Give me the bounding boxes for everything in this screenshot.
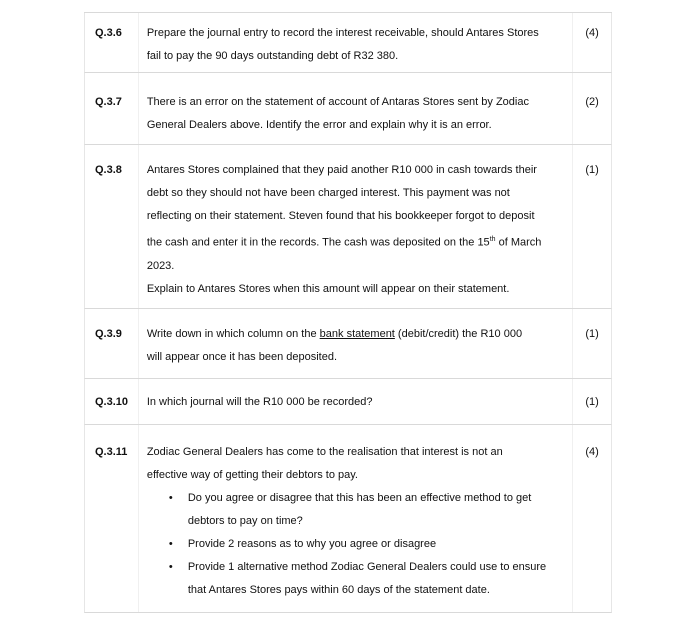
question-number: Q.3.9	[85, 309, 139, 378]
question-text	[139, 145, 573, 308]
bullet-list	[147, 487, 564, 602]
question-row	[84, 309, 612, 379]
question-marks: (1)	[585, 164, 599, 176]
bullet-item	[147, 533, 564, 556]
question-number: Q.3.7	[85, 73, 139, 144]
question-row	[84, 379, 612, 425]
question-line: Zodiac General Dealers has come to the realisation that interest is not an	[146, 446, 503, 458]
question-line: Explain to Antares Stores when this amount will appear on their statement.	[146, 282, 510, 295]
question-marks: (2)	[585, 96, 599, 108]
question-line-text: (debit/credit) the R10 000	[394, 328, 523, 340]
question-text	[139, 73, 573, 144]
question-line-text: of March	[495, 236, 542, 249]
bullet-line: Do you agree or disagree that this has been an effective method to get	[187, 492, 532, 504]
bank-statement-underlined-term: bank statement	[319, 328, 395, 340]
question-text	[139, 309, 573, 378]
superscript: th	[489, 236, 496, 243]
question-number: Q.3.10	[85, 379, 139, 424]
question-row	[84, 145, 612, 309]
question-number: Q.3.8	[85, 145, 139, 308]
question-line: reflecting on their statement. Steven found that his bookkeeper forgot to deposit	[146, 210, 535, 222]
question-line: There is an error on the statement of account of Antaras Stores sent by Zodiac	[146, 96, 529, 108]
question-marks: (1)	[585, 396, 599, 408]
question-line-text: Write down in which column on the	[146, 328, 320, 340]
question-sheet	[84, 12, 612, 613]
question-line: 2023.	[146, 259, 175, 272]
question-line	[147, 228, 564, 255]
question-line: Prepare the journal entry to record the interest receivable, should Antares Stores	[146, 27, 539, 39]
bullet-icon: •	[168, 561, 173, 573]
question-row	[84, 73, 612, 145]
bullet-line: debtors to pay on time?	[187, 515, 303, 527]
question-text	[139, 13, 573, 72]
question-marks: (1)	[585, 328, 599, 340]
bullet-item	[147, 487, 564, 533]
question-line: debt so they should not have been charged interest. This payment was not	[146, 187, 510, 199]
bullet-line: Provide 1 alternative method Zodiac General Dealers could use to ensure	[187, 561, 547, 573]
bullet-line: that Antares Stores pays within 60 days of the statement date.	[187, 584, 490, 596]
question-line-text: the cash and enter it in the records. The cash was deposited on the 15	[146, 236, 490, 249]
question-text	[139, 379, 573, 424]
question-row	[84, 425, 612, 613]
question-number: Q.3.6	[85, 13, 139, 72]
bullet-icon: •	[168, 492, 173, 504]
question-number: Q.3.11	[85, 425, 139, 612]
bullet-item	[147, 556, 564, 602]
question-line: effective way of getting their debtors to pay.	[146, 469, 358, 481]
question-marks: (4)	[585, 27, 599, 39]
question-text	[139, 425, 573, 612]
question-line	[147, 323, 564, 346]
question-marks: (4)	[585, 446, 599, 458]
bullet-icon: •	[168, 538, 173, 550]
bullet-line: Provide 2 reasons as to why you agree or disagree	[187, 538, 437, 550]
question-line: General Dealers above. Identify the error and explain why it is an error.	[146, 119, 492, 131]
question-line: will appear once it has been deposited.	[146, 351, 338, 363]
question-line: fail to pay the 90 days outstanding debt of R32 380.	[146, 50, 399, 62]
question-row	[84, 13, 612, 73]
question-line: In which journal will the R10 000 be recorded?	[146, 396, 373, 408]
question-line: Antares Stores complained that they paid another R10 000 in cash towards their	[146, 164, 537, 176]
